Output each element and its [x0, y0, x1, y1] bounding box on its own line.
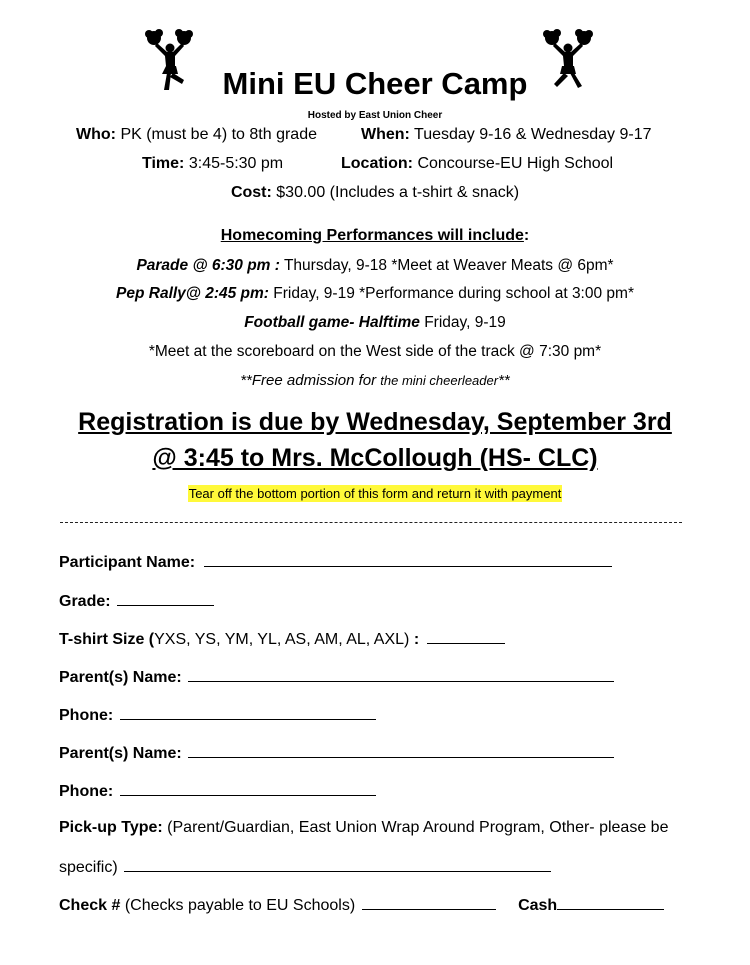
free-admission-b: the mini cheerleader: [380, 373, 499, 388]
cash-input[interactable]: [557, 895, 664, 910]
location-row: [341, 155, 613, 173]
participant-label: Participant Name:: [59, 554, 196, 571]
check-number-input[interactable]: [362, 895, 496, 910]
tear-off-note: [0, 486, 750, 501]
tear-off-divider: [60, 522, 682, 523]
participant-name-field: [59, 552, 612, 572]
phone-label-1: Phone:: [59, 707, 114, 724]
phone-label-2: Phone:: [59, 783, 114, 800]
cash-label: Cash: [518, 897, 558, 914]
pep-label: Pep Rally@ 2:45 pm:: [116, 285, 269, 302]
parade-label: Parade @ 6:30 pm :: [136, 257, 280, 274]
tshirt-colon: :: [409, 631, 420, 648]
check-label: Check #: [59, 897, 121, 914]
phone-input-2[interactable]: [120, 781, 376, 796]
who-value: PK (must be 4) to 8th grade: [120, 126, 317, 143]
parent-label-2: Parent(s) Name:: [59, 745, 182, 762]
hosted-by-text: Hosted by East Union Cheer: [307, 110, 443, 121]
page-title: Mini EU Cheer Camp: [222, 66, 528, 101]
grade-input[interactable]: [117, 591, 214, 606]
pickup-options: (Parent/Guardian, East Union Wrap Around Program, Other- please be: [162, 819, 669, 836]
phone-field-2: [59, 781, 376, 801]
phone-field-1: [59, 705, 376, 725]
time-label: Time:: [142, 155, 185, 172]
registration-due-line1: Registration is due by Wednesday, September 3rd: [78, 408, 672, 436]
homecoming-heading-colon: :: [523, 227, 530, 244]
free-admission-a: **Free admission for: [240, 372, 381, 389]
when-value: Tuesday 9-16 & Wednesday 9-17: [414, 126, 652, 143]
grade-field: [59, 591, 214, 611]
participant-name-input[interactable]: [204, 552, 612, 567]
scoreboard-note: *Meet at the scoreboard on the West side of the track @ 7:30 pm*: [148, 343, 602, 360]
cost-row: [0, 184, 750, 202]
check-note: (Checks payable to EU Schools): [120, 897, 356, 914]
free-admission-note: [0, 372, 750, 389]
parent-name-field-2: [59, 743, 614, 763]
pickup-specific-field: [59, 857, 551, 877]
pickup-label: Pick-up Type:: [59, 819, 163, 836]
tear-off-highlight: Tear off the bottom portion of this form and return it with payment: [188, 486, 562, 501]
football-label: Football game- Halftime: [244, 314, 420, 331]
parade-line: [0, 257, 750, 275]
pickup-specific-input[interactable]: [124, 857, 551, 872]
location-label: Location:: [341, 155, 413, 172]
parent-name-field-1: [59, 667, 614, 687]
football-value: Friday, 9-19: [419, 314, 506, 331]
tshirt-size-field: [59, 629, 505, 649]
homecoming-heading: [0, 227, 750, 245]
time-value: 3:45-5:30 pm: [188, 155, 284, 172]
football-line: [0, 314, 750, 332]
grade-label: Grade:: [59, 593, 111, 610]
parent-label-1: Parent(s) Name:: [59, 669, 182, 686]
tshirt-label: T-shirt Size (: [59, 631, 155, 648]
who-label: Who:: [76, 126, 116, 143]
time-row: [142, 155, 283, 173]
phone-input-1[interactable]: [120, 705, 376, 720]
registration-due-line2: @ 3:45 to Mrs. McCollough (HS- CLC): [152, 444, 598, 472]
pickup-type-field: [59, 819, 668, 837]
who-row: [76, 126, 317, 144]
pickup-specific-label: specific): [59, 859, 118, 876]
tshirt-size-input[interactable]: [427, 629, 505, 644]
pep-value: Friday, 9-19 *Performance during school at 3:00 pm*: [268, 285, 634, 302]
homecoming-heading-text: Homecoming Performances will include: [220, 227, 524, 244]
cost-value: $30.00 (Includes a t-shirt & snack): [276, 184, 520, 201]
free-admission-c: **: [498, 372, 510, 389]
parade-value: Thursday, 9-18 *Meet at Weaver Meats @ 6pm*: [279, 257, 614, 274]
parent-name-input-2[interactable]: [188, 743, 614, 758]
when-label: When:: [361, 126, 410, 143]
pep-rally-line: [0, 285, 750, 303]
parent-name-input-1[interactable]: [188, 667, 614, 682]
when-row: [361, 126, 652, 144]
location-value: Concourse-EU High School: [417, 155, 614, 172]
tshirt-options: YXS, YS, YM, YL, AS, AM, AL, AXL): [154, 631, 410, 648]
payment-field: [59, 895, 664, 915]
cost-label: Cost:: [230, 184, 272, 201]
